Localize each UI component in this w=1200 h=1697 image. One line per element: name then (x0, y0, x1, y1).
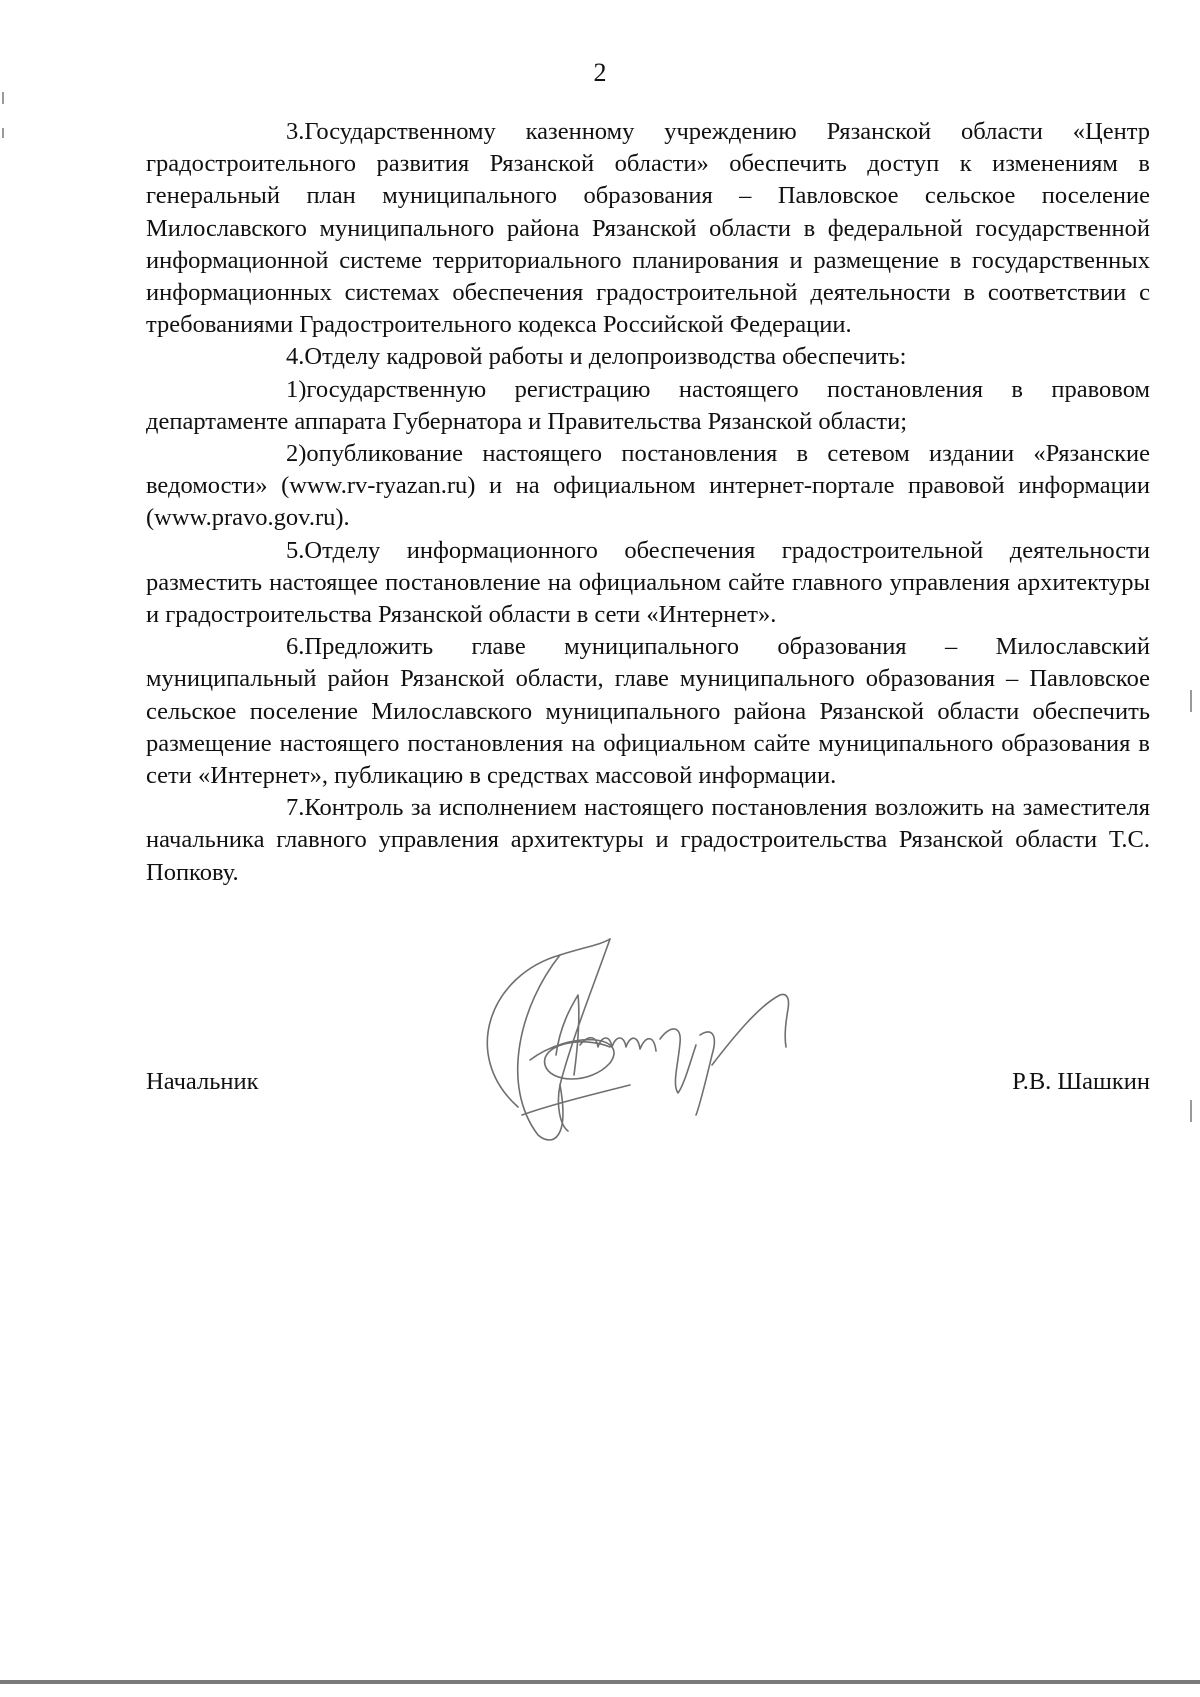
paragraph-text: государственную регистрацию настоящего постановления в правовом департаменте аппарата Губернатора и Правительства Рязанской области; (146, 375, 1150, 435)
paragraph-number: 2) (286, 440, 307, 468)
paragraph-subitem-1 (146, 374, 1150, 438)
paragraph-number: 5. (286, 536, 305, 564)
document-body (146, 116, 1150, 889)
paragraph-text: Контроль за исполнением настоящего постановления возложить на заместителя начальника главного управления архитектуры и градостроительства Рязанской области Т.С. Попкову. (146, 794, 1150, 886)
signature-block (146, 1066, 1150, 1106)
paragraph-number: 7. (286, 794, 305, 822)
scan-edge-mark (1190, 1100, 1192, 1122)
paragraph-text: опубликование настоящего постановления в сетевом издании «Рязанские ведомости» (www.rv-ryazan.ru) и на официальном интернет-портале правовой информации (www.pravo.gov.ru). (146, 440, 1150, 532)
signatory-position: Начальник (146, 1068, 259, 1095)
paragraph-text: Предложить главе муниципального образования – Милославский муниципальный район Рязанской области, главе муниципального образования – Павловское сельское поселение Милославского муниципального района Рязанской области обеспечить размещение настоящего постановления на официальном сайте муниципального образования в сети «Интернет», публикацию в средствах массовой информации. (146, 633, 1150, 790)
paragraph-text: Отделу информационного обеспечения градостроительной деятельности разместить настоящее постановление на официальном сайте главного управления архитектуры и градостроительства Рязанской области в сети «Интернет». (146, 536, 1150, 629)
paragraph-number: 4. (286, 343, 305, 371)
scan-edge-mark (1190, 690, 1192, 712)
paragraph-text: Отделу кадровой работы и делопроизводства обеспечить: (304, 343, 907, 371)
scan-bottom-edge (0, 1680, 1200, 1684)
paragraph-text: Государственному казенному учреждению Рязанской области «Центр градостроительного развития Рязанской области» обеспечить доступ к изменениям в генеральный план муниципального образования – Павловское сельское поселение Милославского муниципального района Рязанской области в федеральной государственной информационной системе территориального планирования и размещение в государственных информационных системах обеспечения градостроительной деятельности в соответствии с требованиями Градостроительного кодекса Российской Федерации. (146, 118, 1150, 339)
paragraph-item-5 (146, 535, 1150, 632)
scan-edge-mark (2, 128, 4, 138)
signature-strokes (487, 939, 788, 1140)
paragraph-subitem-2 (146, 438, 1150, 535)
paragraph-number: 3. (286, 118, 305, 145)
paragraph-item-7 (146, 792, 1150, 889)
paragraph-item-4 (146, 341, 1150, 373)
scan-edge-mark (2, 92, 4, 104)
page-number: 2 (593, 58, 607, 87)
paragraph-item-6 (146, 631, 1150, 792)
signatory-name: Р.В. Шашкин (1012, 1068, 1150, 1095)
paragraph-number: 1) (286, 375, 307, 403)
paragraph-item-3 (146, 116, 1150, 341)
paragraph-number: 6. (286, 633, 305, 661)
handwritten-signature (460, 935, 860, 1185)
